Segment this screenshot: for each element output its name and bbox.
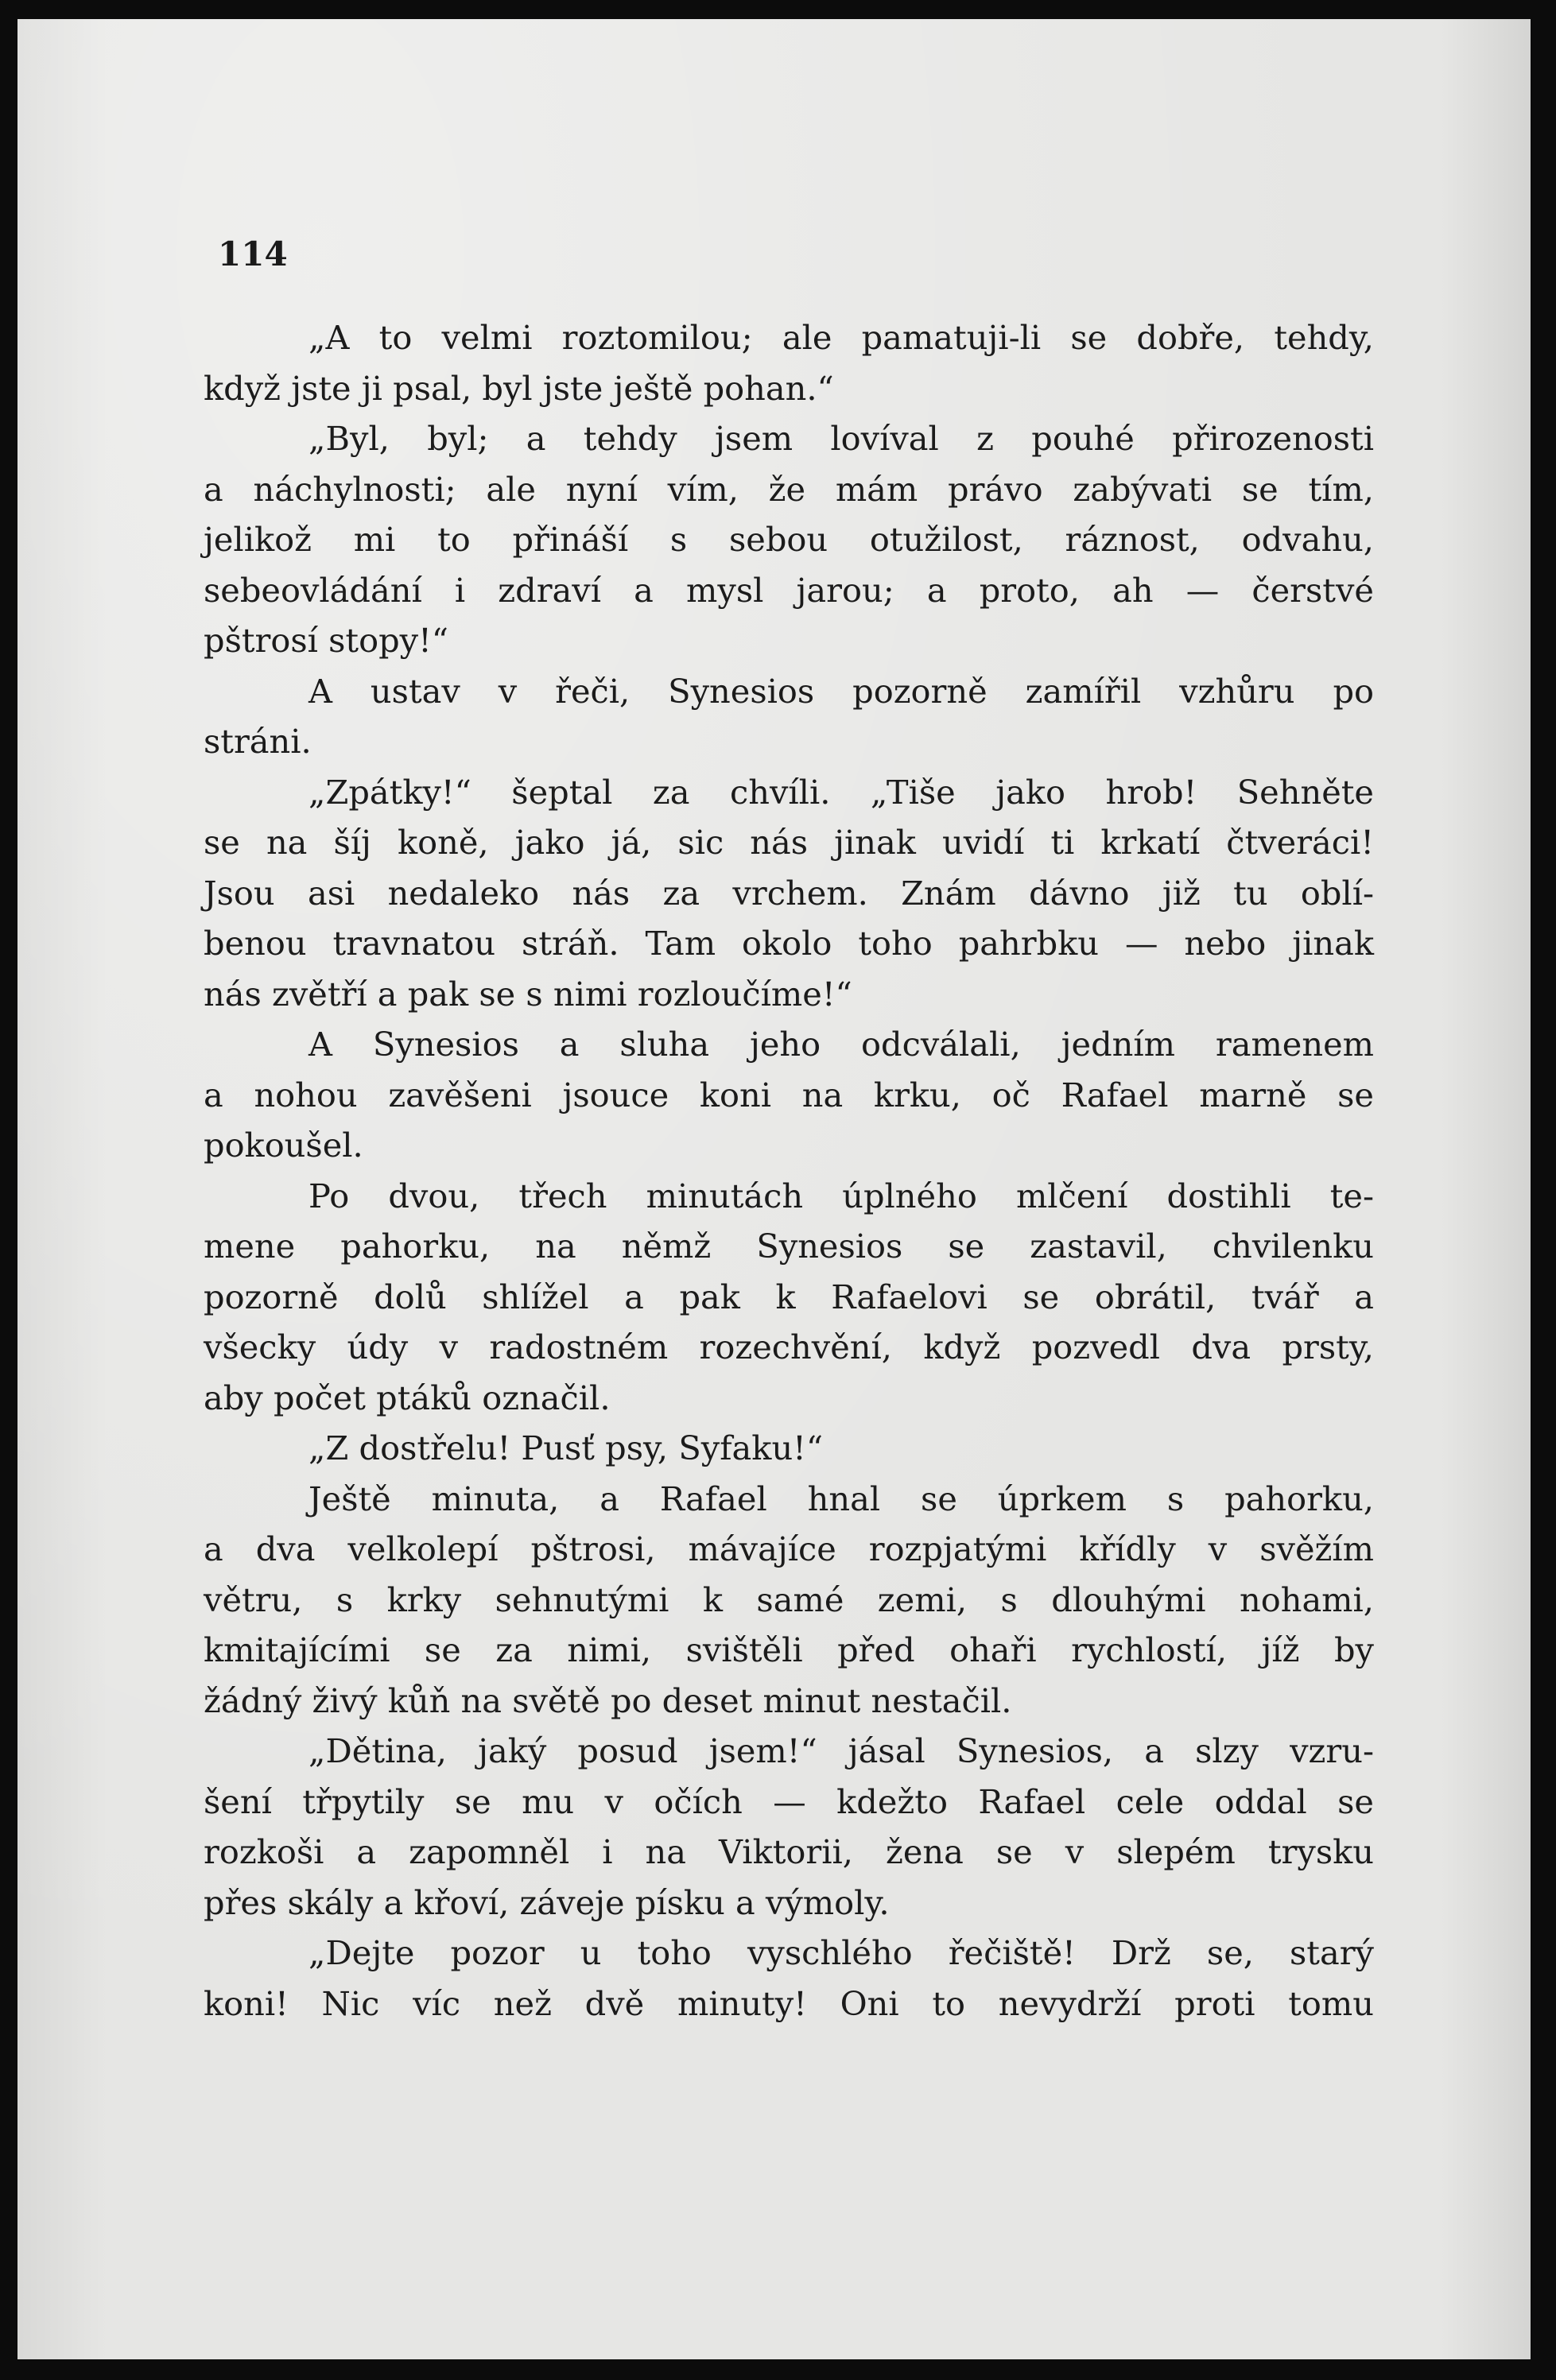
text-line: a náchylnosti; ale nyní vím, že mám právo zabývati se tím, xyxy=(204,469,1374,509)
text-line: pokoušel. xyxy=(204,1126,363,1165)
text-line: se na šíj koně, jako já, sic nás jinak uvidí ti krkatí čtveráci! xyxy=(204,823,1374,862)
text-line: benou travnatou stráň. Tam okolo toho pahrbku — nebo jinak xyxy=(204,924,1374,963)
text-line: nás zvětří a pak se s nimi rozloučíme!“ xyxy=(204,974,852,1014)
text-line: Po dvou, třech minutách úplného mlčení dostihli te- xyxy=(308,1176,1374,1215)
text-line: „Dejte pozor u toho vyschlého řečiště! Drž se, starý xyxy=(308,1933,1374,1972)
text-line: a nohou zavěšeni jsouce koni na krku, oč Rafael marně se xyxy=(204,1075,1374,1114)
text-line: „Zpátky!“ šeptal za chvíli. „Tiše jako hrob! Sehněte xyxy=(308,772,1374,812)
text-line: „Dětina, jaký posud jsem!“ jásal Synesios, a slzy vzru- xyxy=(308,1731,1374,1770)
text-line: koni! Nic víc než dvě minuty! Oni to nevydrží proti tomu xyxy=(204,1983,1374,2023)
text-line: Jsou asi nedaleko nás za vrchem. Znám dávno již tu oblí- xyxy=(204,873,1374,913)
page-number: 114 xyxy=(218,235,288,273)
text-line: přes skály a křoví, záveje písku a výmoly. xyxy=(204,1882,890,1922)
text-line: „A to velmi roztomilou; ale pamatuji-li se dobře, tehdy, xyxy=(308,318,1374,357)
text-line: „Z dostřelu! Pusť psy, Syfaku!“ xyxy=(308,1428,824,1467)
text-line: mene pahorku, na němž Synesios se zastavil, chvilenku xyxy=(204,1227,1374,1266)
body-text xyxy=(204,312,1374,2029)
text-line: jelikož mi to přináší s sebou otužilost, ráznost, odvahu, xyxy=(204,520,1374,559)
text-line: pozorně dolů shlížel a pak k Rafaelovi se obrátil, tvář a xyxy=(204,1277,1374,1316)
text-line: když jste ji psal, byl jste ještě pohan.“ xyxy=(204,368,834,408)
text-line: aby počet ptáků označil. xyxy=(204,1378,611,1417)
text-line: žádný živý kůň na světě po deset minut nestačil. xyxy=(204,1680,1012,1720)
text-line: Ještě minuta, a Rafael hnal se úprkem s pahorku, xyxy=(308,1479,1374,1518)
text-line: kmitajícími se za nimi, svištěli před ohaři rychlostí, jíž by xyxy=(204,1630,1374,1669)
text-line: A Synesios a sluha jeho odcválali, jedním ramenem xyxy=(308,1025,1374,1064)
text-line: větru, s krky sehnutými k samé zemi, s dlouhými nohami, xyxy=(204,1580,1374,1619)
text-line: rozkoši a zapomněl i na Viktorii, žena se v slepém trysku xyxy=(204,1832,1374,1871)
text-line: pštrosí stopy!“ xyxy=(204,621,448,660)
text-line: A ustav v řeči, Synesios pozorně zamířil vzhůru po xyxy=(308,671,1374,711)
text-line: a dva velkolepí pštrosi, mávajíce rozpjatými křídly v svěžím xyxy=(204,1529,1374,1568)
text-line: stráni. xyxy=(204,722,312,761)
text-line: všecky údy v radostném rozechvění, když pozvedl dva prsty, xyxy=(204,1328,1374,1366)
text-line: šení třpytily se mu v očích — kdežto Rafael cele oddal se xyxy=(204,1781,1374,1821)
text-line: „Byl, byl; a tehdy jsem lovíval z pouhé přirozenosti xyxy=(308,419,1374,458)
text-line: sebeovládání i zdraví a mysl jarou; a proto, ah — čerstvé xyxy=(204,570,1374,610)
